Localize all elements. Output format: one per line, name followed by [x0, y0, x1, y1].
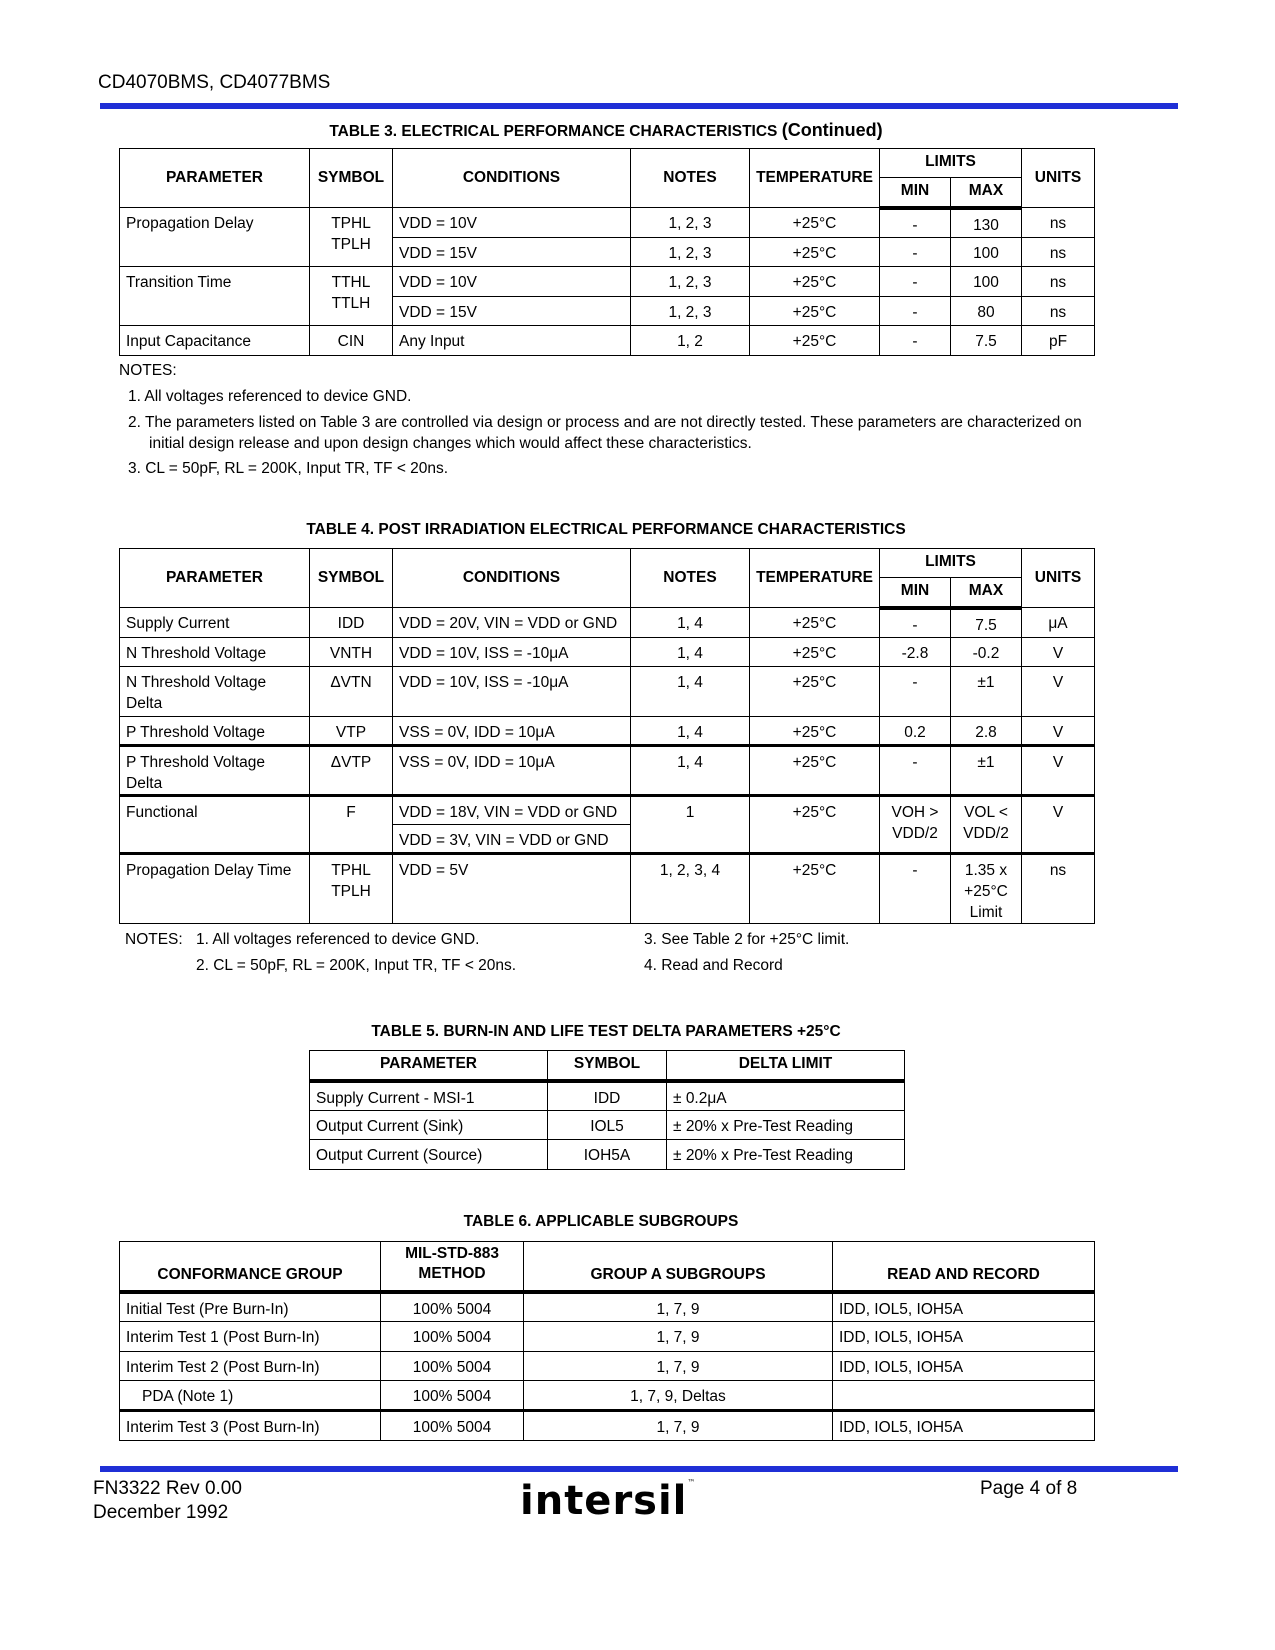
cell-units: V [1022, 667, 1095, 717]
table5-header-delta: DELTA LIMIT [667, 1051, 905, 1081]
cell-temperature: +25°C [750, 608, 880, 638]
table3-caption-suffix: (Continued) [781, 120, 883, 140]
table4-header-symbol: SYMBOL [310, 549, 393, 608]
cell-group: Initial Test (Pre Burn-In) [120, 1292, 381, 1322]
table3 [119, 148, 1095, 356]
cell-subgroups: 1, 7, 9 [524, 1322, 833, 1352]
cell-delta: ± 20% x Pre-Test Reading [667, 1111, 905, 1140]
header-rule [100, 103, 1178, 109]
cell-temperature: +25°C [750, 717, 880, 746]
table5-header-parameter: PARAMETER [310, 1051, 548, 1081]
table6 [119, 1241, 1095, 1441]
table3-note-2: 2. The parameters listed on Table 3 are controlled via design or process and are not directly tested. These parameters are characterized on initial design release and upon design changes which would affect these characteristics. [128, 414, 1082, 452]
cell-subgroups: 1, 7, 9, Deltas [524, 1381, 833, 1411]
cell-subgroups: 1, 7, 9 [524, 1352, 833, 1381]
cell-parameter: Transition Time [120, 267, 310, 326]
cell-symbol: ΔVTN [310, 667, 393, 717]
cell-conditions: VDD = 10V, ISS = -10μA [393, 667, 631, 717]
table-row [120, 267, 1095, 297]
cell-parameter: Output Current (Source) [310, 1140, 548, 1170]
cell-symbol: IDD [548, 1081, 667, 1111]
cell-conditions: VSS = 0V, IDD = 10μA [393, 717, 631, 746]
cell-symbol: IDD [310, 608, 393, 638]
cell-group: Interim Test 1 (Post Burn-In) [120, 1322, 381, 1352]
cell-min: - [880, 608, 951, 638]
table-row [120, 746, 1095, 796]
table6-header-group: CONFORMANCE GROUP [120, 1242, 381, 1292]
cell-conditions: VDD = 5V [393, 854, 631, 924]
table4-caption: TABLE 4. POST IRRADIATION ELECTRICAL PERFORMANCE CHARACTERISTICS [306, 521, 906, 538]
footer-date: December 1992 [93, 1502, 229, 1523]
table4-header-units: UNITS [1022, 549, 1095, 608]
cell-max: 2.8 [951, 717, 1022, 746]
cell-read [833, 1381, 1095, 1411]
table-row [120, 1352, 1095, 1381]
table3-note-1: 1. All voltages referenced to device GND. [128, 388, 412, 405]
table3-header-units: UNITS [1022, 149, 1095, 208]
cell-parameter: N Threshold Voltage [120, 638, 310, 667]
logo-text: intersil [520, 1478, 688, 1524]
table4 [119, 548, 1095, 924]
cell-min: 0.2 [880, 717, 951, 746]
cell-group: Interim Test 3 (Post Burn-In) [120, 1411, 381, 1441]
table4-note-3: 3. See Table 2 for +25°C limit. [644, 931, 850, 948]
table6-header-subgroups: GROUP A SUBGROUPS [524, 1242, 833, 1292]
cell-parameter: Propagation Delay [120, 208, 310, 267]
cell-units: V [1022, 746, 1095, 796]
cell-conditions: Any Input [393, 326, 631, 356]
cell-temperature: +25°C [750, 746, 880, 796]
table-row [120, 208, 1095, 238]
cell-temperature: +25°C [750, 667, 880, 717]
cell-units: ns [1022, 297, 1095, 326]
table-row [120, 608, 1095, 638]
cell-group: PDA (Note 1) [120, 1381, 381, 1411]
table3-caption [0, 120, 1212, 141]
cell-notes: 1, 4 [631, 638, 750, 667]
cell-symbol: F [310, 796, 393, 854]
cell-max: ±1 [951, 746, 1022, 796]
cell-symbol: VTP [310, 717, 393, 746]
cell-method: 100% 5004 [381, 1292, 524, 1322]
cell-symbol: CIN [310, 326, 393, 356]
table5-caption: TABLE 5. BURN-IN AND LIFE TEST DELTA PARAMETERS +25°C [371, 1023, 841, 1040]
cell-symbol: TTHL TTLH [310, 267, 393, 326]
intersil-logo [520, 1478, 696, 1524]
table-row [120, 1322, 1095, 1352]
cell-min: - [880, 208, 951, 238]
cell-symbol: TPHL TPLH [310, 208, 393, 267]
cell-min: - [880, 746, 951, 796]
cell-conditions: VDD = 15V [393, 297, 631, 326]
cell-group: Interim Test 2 (Post Burn-In) [120, 1352, 381, 1381]
document-title: CD4070BMS, CD4077BMS [98, 72, 331, 93]
cell-temperature: +25°C [750, 854, 880, 924]
cell-temperature: +25°C [750, 267, 880, 297]
cell-units: ns [1022, 267, 1095, 297]
table4-header-notes: NOTES [631, 549, 750, 608]
table-row [310, 1140, 905, 1170]
footer-rule [100, 1466, 1178, 1472]
cell-subgroups: 1, 7, 9 [524, 1292, 833, 1322]
table-row [120, 1292, 1095, 1322]
table3-notes-label: NOTES: [119, 362, 177, 379]
table3-header-min: MIN [880, 178, 951, 208]
cell-temperature: +25°C [750, 796, 880, 854]
table4-header-limits: LIMITS [880, 549, 1022, 578]
table6-header-method: MIL-STD-883 METHOD [381, 1242, 524, 1292]
cell-read: IDD, IOL5, IOH5A [833, 1322, 1095, 1352]
cell-parameter: N Threshold Voltage Delta [120, 667, 310, 717]
cell-delta: ± 20% x Pre-Test Reading [667, 1140, 905, 1170]
cell-min: -2.8 [880, 638, 951, 667]
cell-symbol: TPHL TPLH [310, 854, 393, 924]
logo-trademark: ™ [687, 1478, 697, 1487]
cell-units: pF [1022, 326, 1095, 356]
table-row [120, 717, 1095, 746]
cell-read: IDD, IOL5, IOH5A [833, 1352, 1095, 1381]
table3-note-3: 3. CL = 50pF, RL = 200K, Input TR, TF < 20ns. [128, 460, 449, 477]
table4-note-1: 1. All voltages referenced to device GND. [196, 931, 480, 948]
cell-symbol: VNTH [310, 638, 393, 667]
cell-max: 100 [951, 238, 1022, 267]
table4-header-temperature: TEMPERATURE [750, 549, 880, 608]
table6-header-read: READ AND RECORD [833, 1242, 1095, 1292]
cell-temperature: +25°C [750, 238, 880, 267]
table-row [120, 1381, 1095, 1411]
table4-header-max: MAX [951, 578, 1022, 608]
table-row [310, 1111, 905, 1140]
cell-notes: 1, 2 [631, 326, 750, 356]
cell-max: 7.5 [951, 608, 1022, 638]
cell-max: VOL < VDD/2 [951, 796, 1022, 854]
cell-conditions: VDD = 10V [393, 208, 631, 238]
cell-notes: 1, 4 [631, 608, 750, 638]
table4-note-4: 4. Read and Record [644, 957, 783, 974]
cell-parameter: Functional [120, 796, 310, 854]
cell-min: VOH > VDD/2 [880, 796, 951, 854]
cell-read: IDD, IOL5, IOH5A [833, 1411, 1095, 1441]
cell-subgroups: 1, 7, 9 [524, 1411, 833, 1441]
cell-min: - [880, 326, 951, 356]
cell-parameter: Input Capacitance [120, 326, 310, 356]
cell-method: 100% 5004 [381, 1381, 524, 1411]
cell-parameter: Output Current (Sink) [310, 1111, 548, 1140]
cell-max: 1.35 x +25°C Limit [951, 854, 1022, 924]
cell-units: ns [1022, 208, 1095, 238]
table4-header-conditions: CONDITIONS [393, 549, 631, 608]
cell-conditions: VDD = 3V, VIN = VDD or GND [393, 825, 631, 854]
cell-notes: 1 [631, 796, 750, 854]
cell-units: V [1022, 717, 1095, 746]
table-row [310, 1081, 905, 1111]
table3-caption-text: TABLE 3. ELECTRICAL PERFORMANCE CHARACTERISTICS [329, 123, 778, 140]
footer-doc-number: FN3322 Rev 0.00 [93, 1478, 242, 1499]
cell-conditions: VDD = 18V, VIN = VDD or GND [393, 796, 631, 825]
table5-header-symbol: SYMBOL [548, 1051, 667, 1081]
cell-symbol: ΔVTP [310, 746, 393, 796]
cell-parameter: P Threshold Voltage [120, 717, 310, 746]
table5 [309, 1050, 905, 1170]
table6-caption: TABLE 6. APPLICABLE SUBGROUPS [463, 1213, 739, 1230]
cell-units: μA [1022, 608, 1095, 638]
cell-units: V [1022, 796, 1095, 854]
table4-header-parameter: PARAMETER [120, 549, 310, 608]
cell-max: ±1 [951, 667, 1022, 717]
cell-units: V [1022, 638, 1095, 667]
cell-symbol: IOH5A [548, 1140, 667, 1170]
cell-parameter: Supply Current - MSI-1 [310, 1081, 548, 1111]
table-row [120, 326, 1095, 356]
table3-header-temperature: TEMPERATURE [750, 149, 880, 208]
cell-max: 130 [951, 208, 1022, 238]
cell-max: 7.5 [951, 326, 1022, 356]
table-row [120, 854, 1095, 924]
table3-header-conditions: CONDITIONS [393, 149, 631, 208]
cell-min: - [880, 667, 951, 717]
cell-delta: ± 0.2μA [667, 1081, 905, 1111]
cell-temperature: +25°C [750, 638, 880, 667]
cell-units: ns [1022, 238, 1095, 267]
table-row [120, 638, 1095, 667]
cell-method: 100% 5004 [381, 1352, 524, 1381]
cell-notes: 1, 2, 3 [631, 208, 750, 238]
cell-method: 100% 5004 [381, 1411, 524, 1441]
table3-header-parameter: PARAMETER [120, 149, 310, 208]
cell-parameter: Supply Current [120, 608, 310, 638]
cell-notes: 1, 2, 3, 4 [631, 854, 750, 924]
cell-notes: 1, 2, 3 [631, 297, 750, 326]
table4-note-2: 2. CL = 50pF, RL = 200K, Input TR, TF < 20ns. [196, 957, 517, 974]
cell-notes: 1, 2, 3 [631, 267, 750, 297]
cell-max: -0.2 [951, 638, 1022, 667]
cell-units: ns [1022, 854, 1095, 924]
cell-notes: 1, 4 [631, 667, 750, 717]
table3-header-symbol: SYMBOL [310, 149, 393, 208]
cell-min: - [880, 238, 951, 267]
table-row [120, 796, 1095, 825]
cell-temperature: +25°C [750, 326, 880, 356]
cell-temperature: +25°C [750, 297, 880, 326]
cell-notes: 1, 4 [631, 746, 750, 796]
cell-conditions: VDD = 10V [393, 267, 631, 297]
cell-conditions: VDD = 15V [393, 238, 631, 267]
cell-read: IDD, IOL5, IOH5A [833, 1292, 1095, 1322]
cell-min: - [880, 854, 951, 924]
cell-conditions: VSS = 0V, IDD = 10μA [393, 746, 631, 796]
cell-min: - [880, 297, 951, 326]
cell-max: 100 [951, 267, 1022, 297]
table4-notes-label: NOTES: [125, 931, 183, 948]
cell-max: 80 [951, 297, 1022, 326]
cell-symbol: IOL5 [548, 1111, 667, 1140]
cell-temperature: +25°C [750, 208, 880, 238]
cell-parameter: P Threshold Voltage Delta [120, 746, 310, 796]
cell-notes: 1, 4 [631, 717, 750, 746]
footer-page-number: Page 4 of 8 [980, 1478, 1078, 1499]
cell-method: 100% 5004 [381, 1322, 524, 1352]
table3-header-limits: LIMITS [880, 149, 1022, 178]
table-row [120, 667, 1095, 717]
cell-conditions: VDD = 20V, VIN = VDD or GND [393, 608, 631, 638]
cell-notes: 1, 2, 3 [631, 238, 750, 267]
table4-header-min: MIN [880, 578, 951, 608]
table3-header-notes: NOTES [631, 149, 750, 208]
cell-parameter: Propagation Delay Time [120, 854, 310, 924]
table-row [120, 1411, 1095, 1441]
cell-conditions: VDD = 10V, ISS = -10μA [393, 638, 631, 667]
cell-min: - [880, 267, 951, 297]
table3-header-max: MAX [951, 178, 1022, 208]
